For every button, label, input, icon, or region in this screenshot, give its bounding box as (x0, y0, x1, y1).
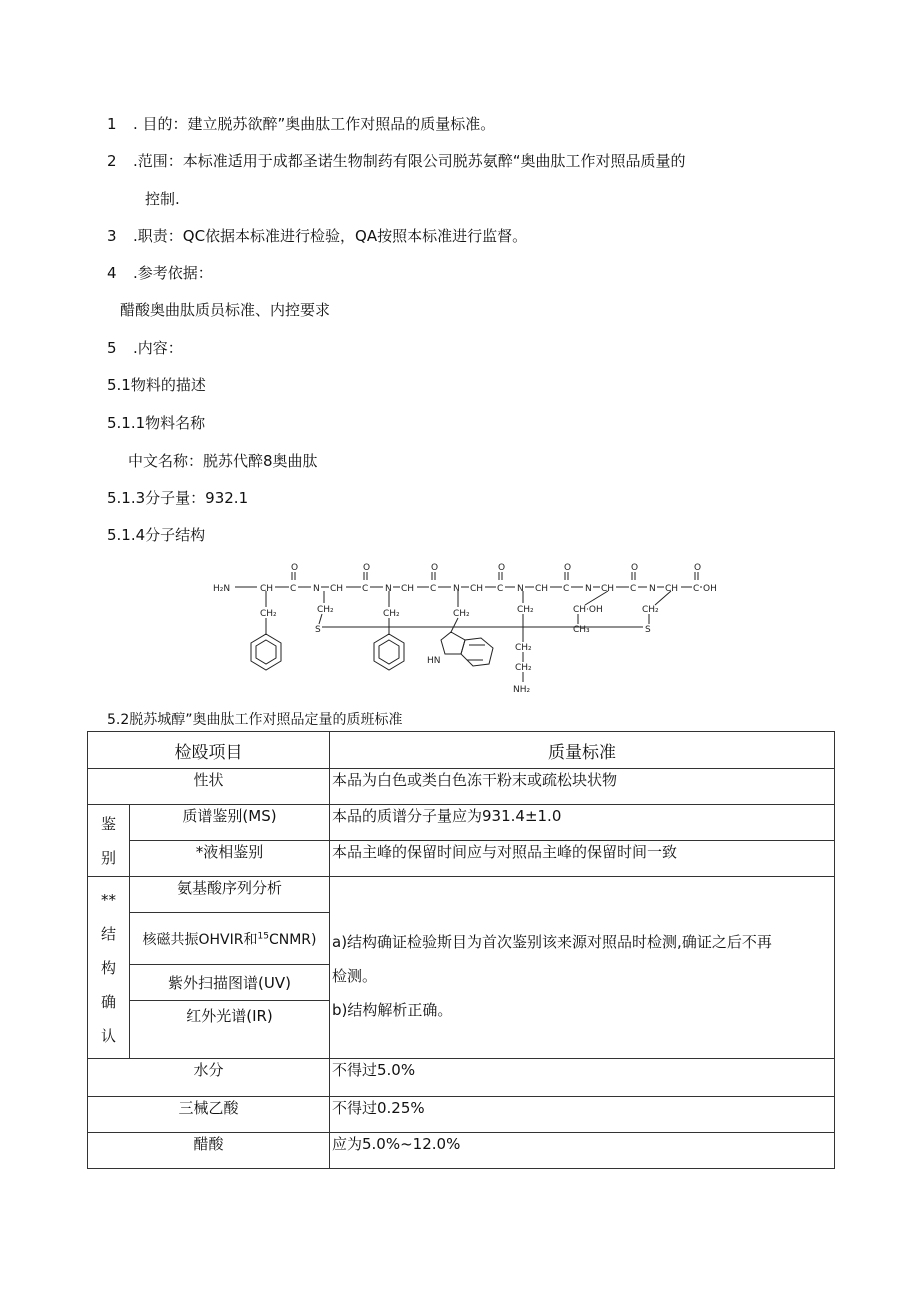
section-text: .参考依据： (133, 264, 213, 282)
header-item: 检殴项目 (88, 732, 330, 769)
group-char: 结 (100, 924, 116, 943)
quality-standard-table (87, 731, 835, 1169)
acetic-value: 应为5.0%~12.0% (330, 1133, 835, 1169)
section-text: .内容： (133, 339, 183, 357)
chinese-name: 中文名称：脱苏代醉8奥曲肽 (128, 452, 318, 470)
table-row (88, 769, 835, 805)
table-row (88, 877, 835, 913)
nmr-label-post: CNMR) (268, 931, 317, 948)
struct-label-o: O (498, 563, 506, 573)
aa-label: 氨基酸序列分析 (130, 877, 330, 913)
table-row (88, 805, 835, 841)
table-row (88, 841, 835, 877)
struct-label-o: O (291, 563, 299, 573)
structure-confirmation-value (330, 877, 835, 1059)
section-number: 5 (107, 339, 117, 357)
struct-label-s: S (645, 625, 651, 635)
section-text: .职责：QC依据本标准进行检验，QA按照本标准进行监督。 (133, 227, 528, 245)
ms-label: 质谱鉴别(MS) (130, 805, 330, 841)
section-1-purpose (107, 114, 495, 134)
struct-label-oh: OH (703, 584, 717, 594)
section-text: . 目的：建立脱苏欲醉”奥曲肽工作对照品的质量标准。 (133, 115, 496, 133)
uv-label: 紫外扫描图谱(UV) (130, 965, 330, 1001)
struct-label-ch2: CH₂ (317, 605, 334, 615)
struct-label-n: N (313, 584, 320, 594)
subsection-5-1-1: 5.1.1物料名称 (107, 414, 206, 432)
struct-label-c: C (362, 584, 369, 594)
nmr-label-sup: 15 (257, 930, 269, 941)
struct-label-n: N (585, 584, 592, 594)
table-header-row (88, 732, 835, 769)
tfa-label: 三械乙酸 (88, 1097, 330, 1133)
struct-label-ch2: CH₂ (517, 605, 534, 615)
structure-value-a-line1: a)结构确证检验斯目为首次鉴别该来源对照品时检测,确证之后不再 (332, 933, 772, 951)
struct-label-c: C (290, 584, 297, 594)
struct-label-ch2: CH₂ (515, 643, 532, 653)
struct-label-ch2: CH₂ (453, 609, 470, 619)
group-char: 确 (100, 992, 116, 1011)
table-row (88, 1097, 835, 1133)
section-3-duty (107, 226, 527, 246)
struct-label-hn: HN (427, 656, 441, 666)
struct-label-ch2: CH₂ (260, 609, 277, 619)
struct-label-nh2: NH₂ (513, 685, 531, 695)
acetic-label: 醋酸 (88, 1133, 330, 1169)
struct-label-ch: CH (260, 584, 274, 594)
nmr-label (130, 913, 330, 965)
section-2-scope (107, 151, 686, 171)
section-number: 1 (107, 115, 117, 133)
struct-label-n: N (649, 584, 656, 594)
struct-label-ch3: CH₃ (573, 625, 590, 635)
struct-label-c: C (563, 584, 570, 594)
group-char: 认 (100, 1026, 116, 1045)
lc-value: 本品主峰的保留时间应与对照品主峰的保留时间一致 (330, 841, 835, 877)
ir-label: 红外光谱(IR) (130, 1001, 330, 1059)
section-number: 2 (107, 152, 117, 170)
group-char: 别 (100, 848, 116, 867)
table-row (88, 1133, 835, 1169)
struct-label-c: C (630, 584, 637, 594)
group-char: 构 (100, 958, 116, 977)
struct-label-n: N (453, 584, 460, 594)
structure-value-a-line2: 检测。 (332, 967, 378, 985)
struct-label-c: C (693, 584, 700, 594)
group-char: 鉴 (100, 814, 116, 833)
struct-label-ch: CH (401, 584, 415, 594)
identification-group (88, 805, 130, 877)
struct-label-ch2: CH₂ (515, 663, 532, 673)
ms-value: 本品的质谱分子量应为931.4±1.0 (330, 805, 835, 841)
struct-label-c: C (430, 584, 437, 594)
struct-label-o: O (631, 563, 639, 573)
molecular-structure-diagram (205, 550, 715, 700)
water-label: 水分 (88, 1059, 330, 1097)
section-text: .范围：本标准适用于成都圣诺生物制药有限公司脱苏氨醉“奥曲肽工作对照品质量的 (133, 152, 686, 170)
struct-label-ch2: CH₂ (642, 605, 659, 615)
section-number: 4 (107, 264, 117, 282)
struct-label-o: O (363, 563, 371, 573)
group-char: ** (101, 890, 116, 909)
lc-label: *液相鉴别 (130, 841, 330, 877)
appearance-label: 性状 (88, 769, 330, 805)
struct-label-ch: CH (601, 584, 615, 594)
nmr-label-pre: 核磁共振OHVIR和 (142, 931, 258, 948)
struct-label-o: O (694, 563, 702, 573)
table-caption: 5.2脱苏城醇”奥曲肽工作对照品定量的质班标准 (107, 712, 403, 728)
tfa-value: 不得过0.25% (330, 1097, 835, 1133)
struct-label-ch: CH (535, 584, 549, 594)
struct-label-n: N (517, 584, 524, 594)
molecular-weight: 5.1.3分子量：932.1 (107, 489, 249, 507)
struct-label-ch2: CH₂ (383, 609, 400, 619)
section-number: 3 (107, 227, 117, 245)
struct-label-o: O (431, 563, 439, 573)
struct-label-s: S (315, 625, 321, 635)
struct-label-ch: CH (470, 584, 484, 594)
water-value: 不得过5.0% (330, 1059, 835, 1097)
subsection-5-1: 5.1物料的描述 (107, 376, 206, 394)
section-2-scope-cont: 控制. (145, 190, 180, 208)
struct-label-choh: CH·OH (573, 605, 603, 615)
struct-label-c: C (497, 584, 504, 594)
structure-confirmation-group (88, 877, 130, 1059)
struct-label-o: O (564, 563, 572, 573)
structure-value-b: b)结构解析正确。 (332, 1001, 453, 1019)
struct-label-ch: CH (665, 584, 679, 594)
header-standard: 质量标准 (330, 732, 835, 769)
section-5-content (107, 338, 183, 358)
reference-text: 醋酸奥曲肽质员标准、内控要求 (120, 301, 331, 319)
subsection-5-1-4: 5.1.4分子结构 (107, 526, 206, 544)
struct-label-ch: CH (330, 584, 344, 594)
struct-label-n: N (385, 584, 392, 594)
section-4-reference (107, 263, 213, 283)
table-row (88, 1059, 835, 1097)
struct-label-h2n: H₂N (213, 584, 231, 594)
appearance-value: 本品为白色或类白色冻干粉末或疏松块状物 (330, 769, 835, 805)
